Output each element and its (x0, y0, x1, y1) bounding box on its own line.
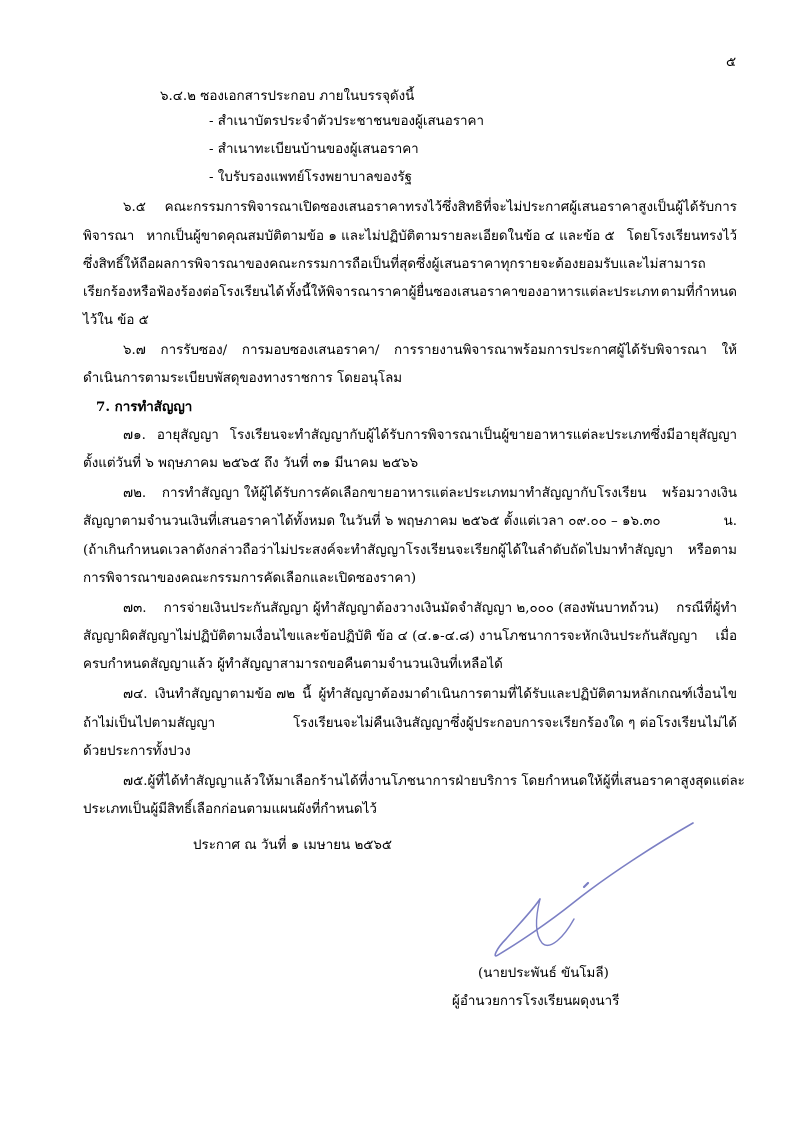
paragraph-line: ๗๑. อายุสัญญา โรงเรียนจะทำสัญญากับผู้ได้รับการพิจารณาเป็นผู้ขายอาหารแต่ละประเภทซึ่งมีอายุสัญญา (123, 425, 737, 447)
paragraph-line: ครบกำหนดสัญญาแล้ว ผู้ทำสัญญาสามารถขอคืนตามจำนวนเงินที่เหลือได้ (83, 657, 503, 672)
paragraph-line: ถ้าไม่เป็นไปตามสัญญา โรงเรียนจะไม่คืนเงินสัญญาซึ่งผู้ประกอบการจะเรียกร้องใด ๆ ต่อโรงเรียนไม่ได้ (83, 716, 737, 731)
paragraph-line: ๗๔. เงินทำสัญญาตามข้อ ๗๒ นี้ ผู้ทำสัญญาต้องมาดำเนินการตามที่ได้รับและปฏิบัติตามหลักเกณฑ์เงื่อนไข (123, 684, 737, 706)
signer-name: (นายประพันธ์ ขันโมลี) (478, 966, 609, 981)
paragraph-line: พิจารณา หากเป็นผู้ขาดคุณสมบัติตามข้อ ๑ และไม่ปฏิบัติตามรายละเอียดในข้อ ๔ และข้อ ๕ โดยโรงเรียนทรงไว้ (83, 229, 737, 244)
paragraph-line: สัญญาผิดสัญญาไม่ปฏิบัติตามเงื่อนไขและข้อปฏิบัติ ข้อ ๔ (๔.๑-๔.๘) งานโภชนาการจะหักเงินประกันสัญญา เมื่อ (83, 629, 737, 644)
paragraph-line: ๗๕. ผู้ที่ได้ทำสัญญาแล้วให้มาเลือกร้านได้ที่งานโภชนาการฝ่ายบริการ โดยกำหนดให้ผู้ที่เสนอราคาสูงสุดแต่ละ (123, 771, 737, 793)
list-item: - สำเนาบัตรประจำตัวประชาชนของผู้เสนอราคา (209, 114, 485, 129)
paragraph-line: สัญญาตามจำนวนเงินที่เสนอราคาได้ทั้งหมด ในวันที่ ๖ พฤษภาคม ๒๕๖๕ ตั้งแต่เวลา ๐๙.๐๐ – ๑๖.๓๐ น. (83, 514, 737, 529)
section-73-number: ๗๓. (123, 601, 147, 616)
section-65-number: ๖.๕ (123, 200, 146, 215)
paragraph-line: ซึ่งสิทธิ์ให้ถือผลการพิจารณาของคณะกรรมการถือเป็นที่สุดซึ่งผู้เสนอราคาทุกรายจะต้องยอมรับและไม่สามารถ (83, 257, 706, 272)
paragraph-line: การพิจารณาของคณะกรรมการคัดเลือกและเปิดซองราคา) (83, 571, 417, 586)
section-642-heading: ๖.๔.๒ ซองเอกสารประกอบ ภายในบรรจุดังนี้ (160, 89, 415, 104)
list-item: - ใบรับรองแพทย์โรงพยาบาลของรัฐ (209, 170, 413, 185)
signature-image (488, 815, 698, 965)
paragraph-line: ด้วยประการทั้งปวง (83, 744, 191, 759)
paragraph-line: เรียกร้องหรือฟ้องร้องต่อโรงเรียนได้ ทั้งนี้ให้พิจารณาราคาผู้ยื่นซองเสนอราคาของอาหารแต่ละประเภท ตามที่กำหนด (83, 285, 737, 300)
section-72-number: ๗๒. (123, 486, 147, 501)
section-67-number: ๖.๗ (123, 343, 146, 358)
paragraph-line: ๖.๕ คณะกรรมการพิจารณาเปิดซองเสนอราคาทรงไว้ซึ่งสิทธิที่จะไม่ประกาศผู้เสนอราคาสูงเป็นผู้ได้รับการ (123, 197, 737, 219)
list-item: - สำเนาทะเบียนบ้านของผู้เสนอราคา (209, 142, 419, 157)
paragraph-line: ไว้ใน ข้อ ๕ (83, 313, 149, 328)
paragraph-line: (ถ้าเกินกำหนดเวลาดังกล่าวถือว่าไม่ประสงค์จะทำสัญญาโรงเรียนจะเรียกผู้ได้ในลำดับถัดไปมาทำสัญญา หรือตาม (83, 543, 737, 558)
page-number: ๕ (726, 55, 737, 70)
section-71-number: ๗๑. (123, 428, 146, 443)
section-7-heading: 7. การทำสัญญา (96, 399, 193, 415)
paragraph-line: ๖.๗ การรับซอง/ การมอบซองเสนอราคา/ การรายงานพิจารณาพร้อมการประกาศผู้ได้รับพิจารณา ให้ (123, 340, 737, 362)
paragraph-line: ดำเนินการตามระเบียบพัสดุของทางราชการ โดยอนุโลม (83, 371, 403, 386)
signer-title: ผู้อำนวยการโรงเรียนผดุงนารี (452, 994, 620, 1009)
paragraph-line: ๗๒. การทำสัญญา ให้ผู้ได้รับการคัดเลือกขายอาหารแต่ละประเภทมาทำสัญญากับโรงเรียน พร้อมวางเงิน (123, 483, 737, 505)
section-74-number: ๗๔. (123, 687, 148, 702)
section-75-number: ๗๕. (123, 774, 148, 789)
paragraph-line: ประเภทเป็นผู้มีสิทธิ์เลือกก่อนตามแผนผังที่กำหนดไว้ (83, 802, 377, 817)
announcement-date: ประกาศ ณ วันที่ ๑ เมษายน ๒๕๖๕ (193, 838, 393, 853)
paragraph-line: ๗๓. การจ่ายเงินประกันสัญญา ผู้ทำสัญญาต้องวางเงินมัดจำสัญญา ๒,๐๐๐ (สองพันบาทถ้วน) กรณีที่ผู้ทำ (123, 598, 737, 620)
paragraph-line: ตั้งแต่วันที่ ๖ พฤษภาคม ๒๕๖๕ ถึง วันที่ ๓๑ มีนาคม ๒๕๖๖ (83, 456, 419, 471)
